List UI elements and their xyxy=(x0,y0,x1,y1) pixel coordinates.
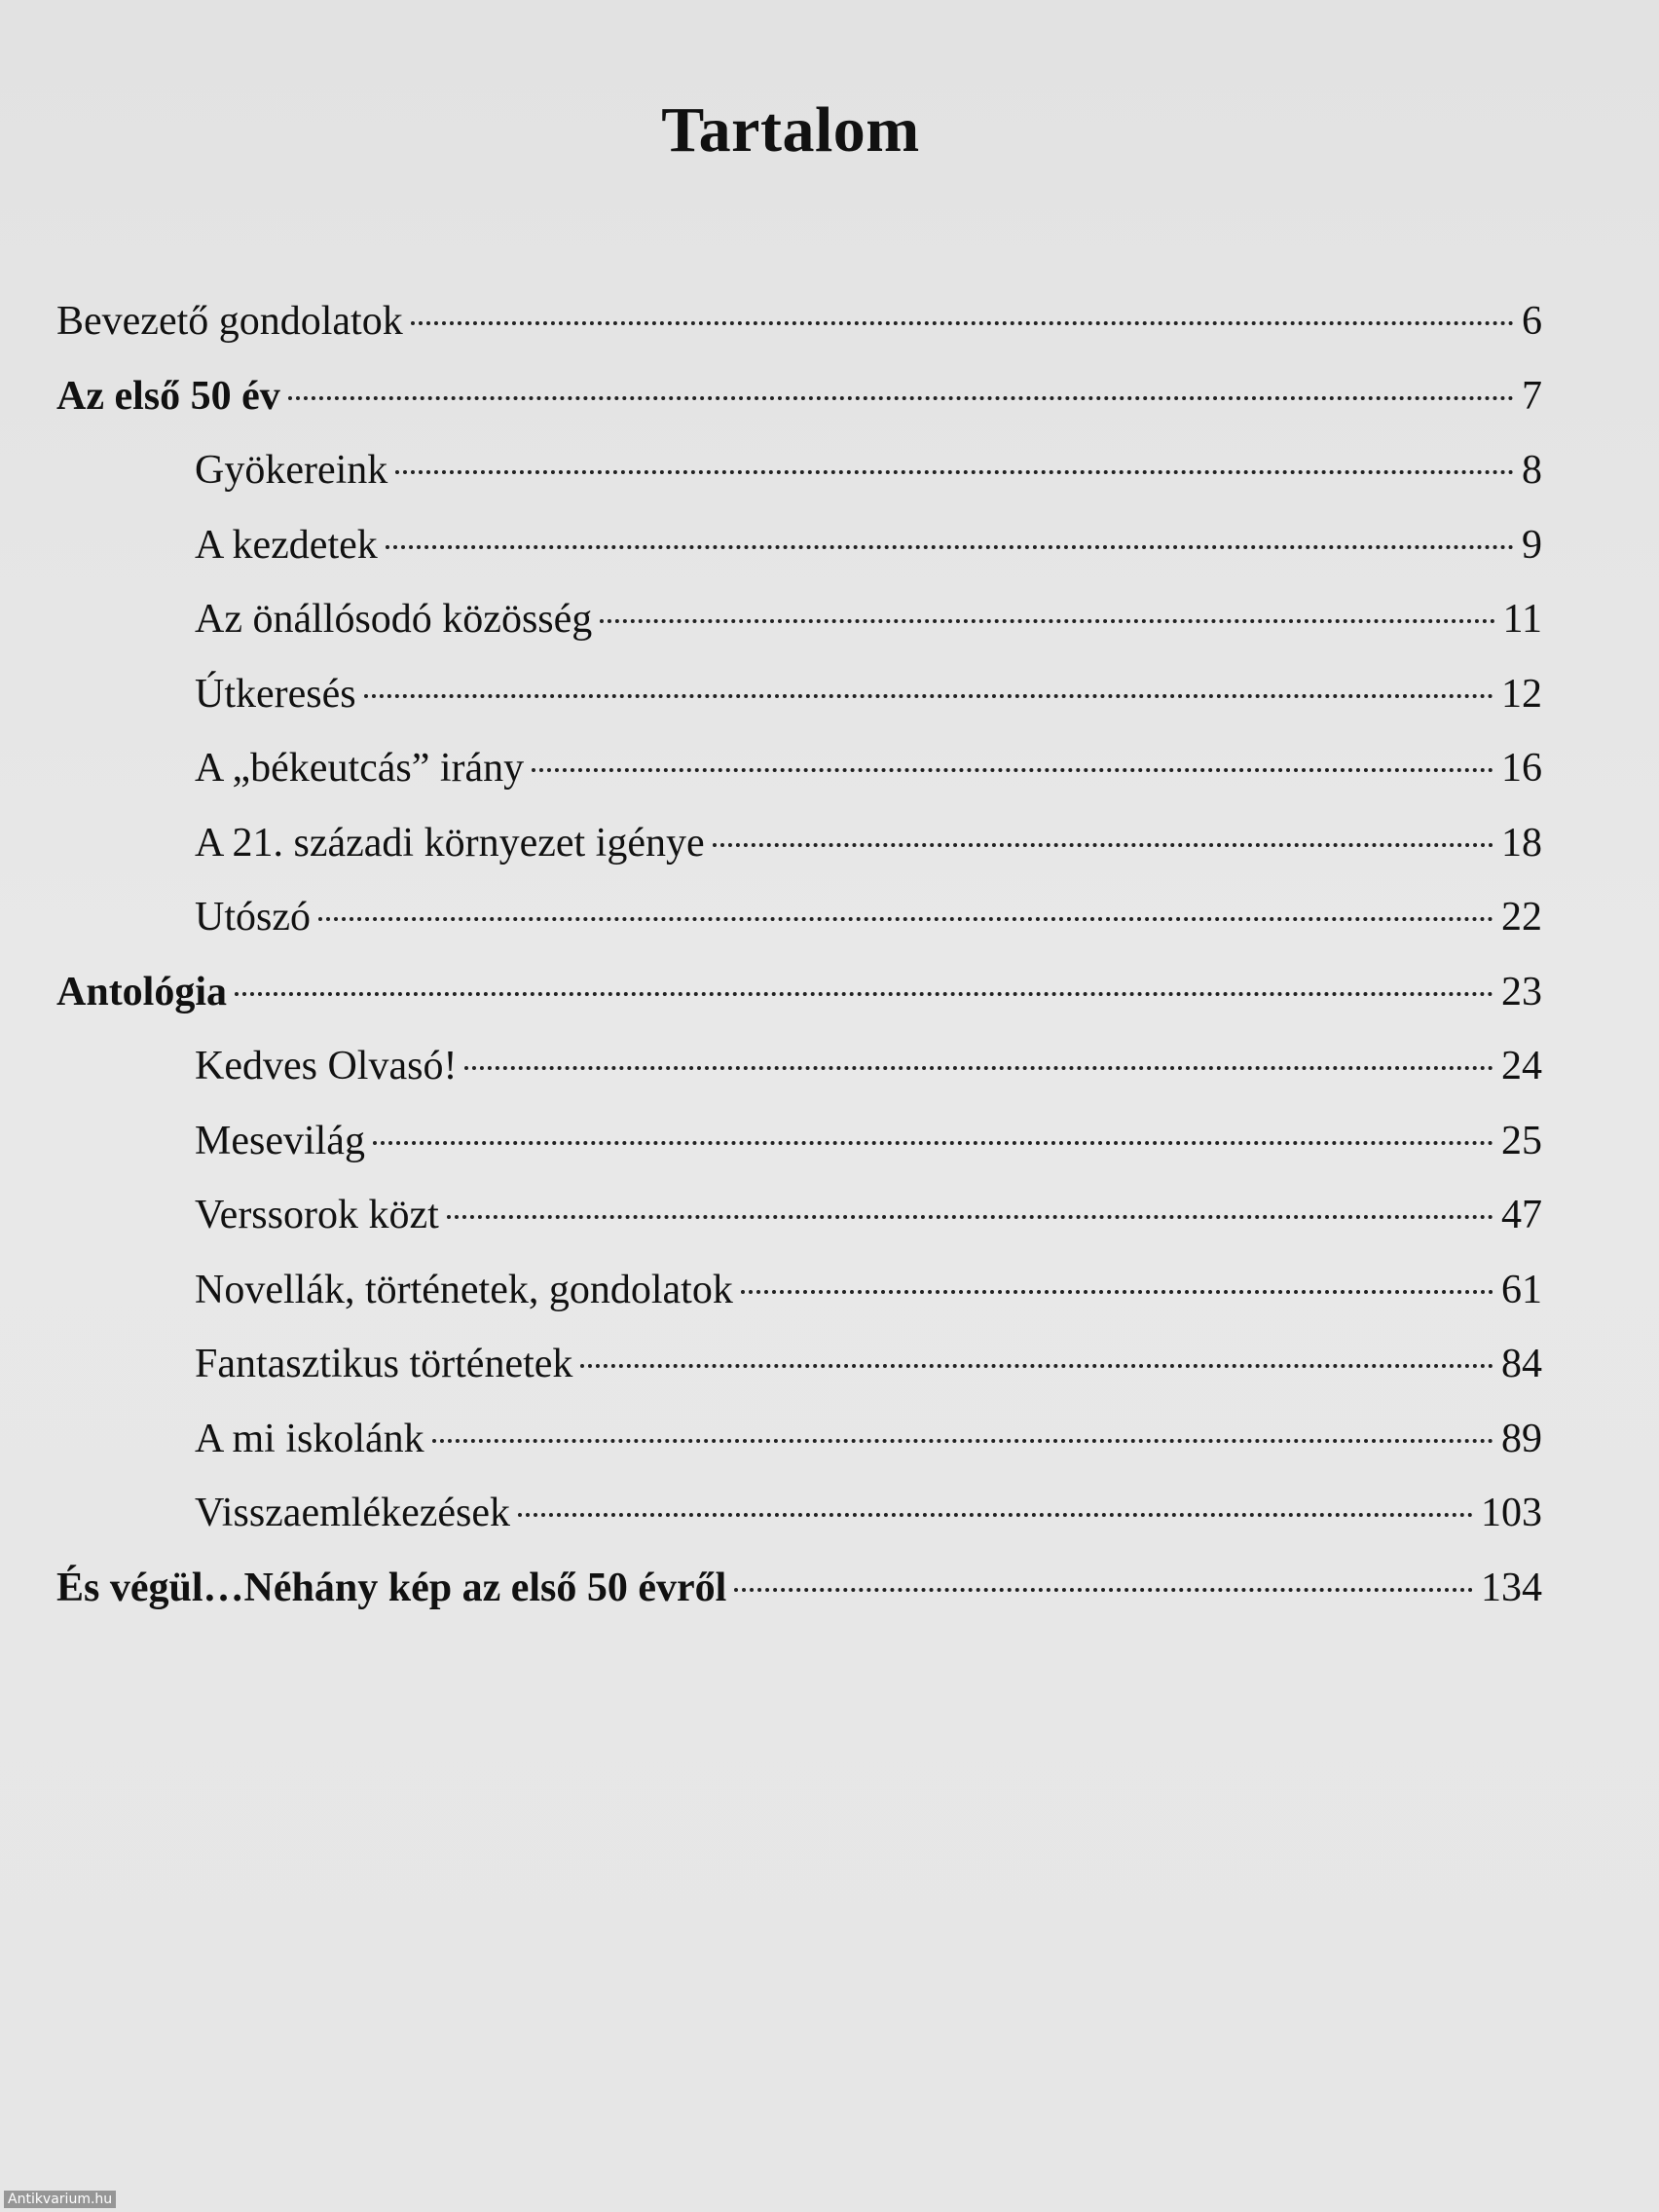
toc-entry-label: Kedves Olvasó! xyxy=(195,1044,458,1088)
toc-entry-label: Utószó xyxy=(195,895,311,940)
toc-entry-page-number: 16 xyxy=(1501,746,1542,791)
toc-entry-page-number: 84 xyxy=(1501,1342,1542,1386)
toc-entry xyxy=(56,367,1542,425)
dot-leader xyxy=(447,1215,1493,1219)
dot-leader xyxy=(518,1513,1473,1517)
page-title: Tartalom xyxy=(661,94,920,166)
dot-leader xyxy=(580,1364,1493,1368)
toc-entry xyxy=(195,441,1542,499)
toc-entry-label: Novellák, történetek, gondolatok xyxy=(195,1268,733,1312)
toc-entry-page-number: 89 xyxy=(1501,1417,1542,1461)
toc-entry xyxy=(56,963,1542,1021)
toc-entry-page-number: 22 xyxy=(1501,895,1542,940)
toc-entry-label: A 21. századi környezet igénye xyxy=(195,821,705,866)
toc-entry xyxy=(195,516,1542,574)
toc-entry-page-number: 8 xyxy=(1522,448,1542,493)
dot-leader xyxy=(364,694,1493,698)
toc-entry xyxy=(195,1335,1542,1393)
dot-leader xyxy=(464,1066,1493,1070)
toc-entry-page-number: 18 xyxy=(1501,821,1542,866)
toc-entry-page-number: 11 xyxy=(1502,597,1542,642)
toc-entry xyxy=(195,1484,1542,1542)
watermark: Antikvarium.hu xyxy=(4,2191,116,2208)
toc-entry-page-number: 47 xyxy=(1501,1193,1542,1237)
toc-entry-page-number: 24 xyxy=(1501,1044,1542,1088)
dot-leader xyxy=(741,1290,1493,1294)
toc-entry-label: Mesevilág xyxy=(195,1119,365,1163)
toc-entry-label: És végül…Néhány kép az első 50 évről xyxy=(56,1566,727,1610)
toc-entry xyxy=(195,1112,1542,1170)
toc-entry-label: Verssorok közt xyxy=(195,1193,439,1237)
dot-leader xyxy=(318,917,1493,921)
toc-entry-page-number: 12 xyxy=(1501,672,1542,717)
toc-entry-page-number: 25 xyxy=(1501,1119,1542,1163)
toc-entry-label: Az önállósodó közösség xyxy=(195,597,593,642)
toc-entry-label: Gyökereink xyxy=(195,448,388,493)
dot-leader xyxy=(411,321,1514,325)
toc-entry xyxy=(195,814,1542,872)
toc-entry xyxy=(195,1261,1542,1319)
toc-entry-page-number: 6 xyxy=(1522,299,1542,344)
toc-entry-page-number: 134 xyxy=(1481,1566,1542,1610)
toc-entry xyxy=(195,590,1542,648)
dot-leader xyxy=(386,545,1514,549)
toc-entry-page-number: 61 xyxy=(1501,1268,1542,1312)
dot-leader xyxy=(373,1141,1493,1145)
toc-entry-label: A mi iskolánk xyxy=(195,1417,424,1461)
toc-entry-label: Visszaemlékezések xyxy=(195,1491,510,1535)
toc-entry xyxy=(195,1410,1542,1468)
toc-entry xyxy=(195,1037,1542,1095)
toc-entry xyxy=(195,1186,1542,1244)
toc-entry-page-number: 7 xyxy=(1522,374,1542,419)
toc-entry-label: Fantasztikus történetek xyxy=(195,1342,573,1386)
toc-entry xyxy=(195,888,1542,946)
dot-leader xyxy=(395,470,1514,474)
toc-entry-label: Az első 50 év xyxy=(56,374,280,419)
dot-leader xyxy=(288,396,1514,400)
dot-leader xyxy=(600,619,1494,623)
toc-entry-page-number: 103 xyxy=(1481,1491,1542,1535)
toc-entry xyxy=(56,1559,1542,1617)
toc-entry xyxy=(195,739,1542,797)
dot-leader xyxy=(235,992,1493,996)
toc-entry xyxy=(195,665,1542,723)
dot-leader xyxy=(432,1439,1493,1443)
toc-entry-label: Útkeresés xyxy=(195,672,356,717)
toc-entry-label: A kezdetek xyxy=(195,523,378,568)
toc-entry-label: Antológia xyxy=(56,970,228,1014)
toc-entry-page-number: 9 xyxy=(1522,523,1542,568)
dot-leader xyxy=(532,768,1493,772)
dot-leader xyxy=(713,843,1493,847)
toc-entry-label: Bevezető gondolatok xyxy=(56,299,403,344)
dot-leader xyxy=(734,1588,1473,1592)
toc-entry xyxy=(56,292,1542,350)
toc-entry-page-number: 23 xyxy=(1501,970,1542,1014)
toc-entry-label: A „békeutcás” irány xyxy=(195,746,525,791)
